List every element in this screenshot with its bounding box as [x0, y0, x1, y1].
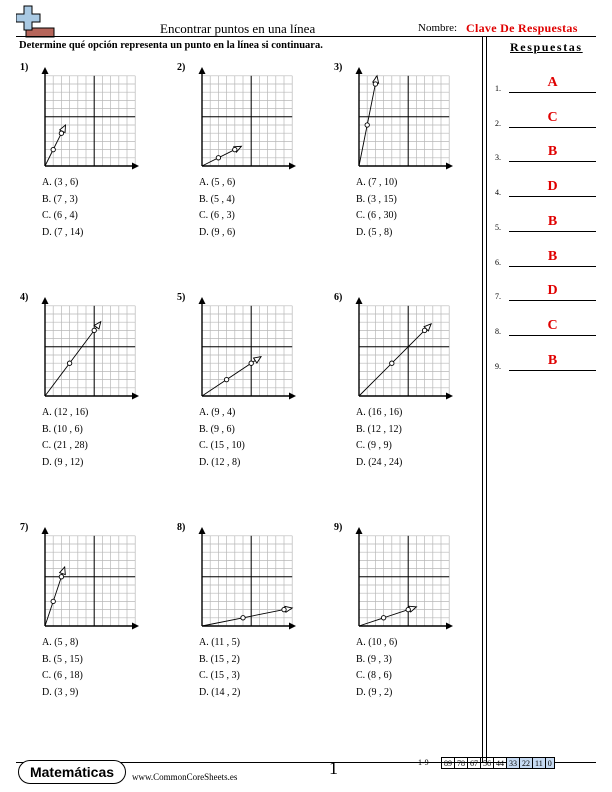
- coordinate-plane: [36, 296, 140, 400]
- coordinate-plane: [193, 526, 297, 630]
- problem-number: 8): [177, 522, 186, 533]
- answer-line: [509, 196, 596, 197]
- option-d: D. (3 , 9): [42, 686, 79, 698]
- plotted-point: [373, 82, 377, 86]
- y-axis-arrow-icon: [42, 527, 49, 534]
- option-d: D. (12 , 8): [199, 456, 241, 468]
- answer-letter: A: [547, 75, 558, 90]
- page-number: 1: [329, 758, 338, 778]
- problem-number: 6): [334, 292, 343, 303]
- problem-7: [20, 522, 170, 732]
- plotted-point: [216, 156, 220, 160]
- grid-lines: [45, 76, 135, 166]
- coordinate-plane: [36, 66, 140, 170]
- option-a: A. (9 , 4): [199, 407, 236, 418]
- options: [356, 175, 397, 241]
- y-axis-arrow-icon: [356, 297, 363, 304]
- coordinate-plane: [193, 296, 297, 400]
- grid-lines: [45, 306, 135, 396]
- coordinate-plane: [350, 526, 454, 630]
- plotted-point: [233, 147, 237, 151]
- grid-lines: [45, 536, 135, 626]
- plotted-line: [359, 324, 431, 396]
- name-value: Clave De Respuestas: [466, 21, 578, 35]
- answer-line: [509, 335, 596, 336]
- options: [356, 405, 402, 471]
- option-a: A. (12 , 16): [42, 407, 89, 418]
- instructions: Determine qué opción representa un punto en la línea si continuara.: [19, 40, 323, 51]
- line-arrow-icon: [254, 357, 261, 363]
- answer-row: [493, 108, 598, 128]
- option-b: B. (9 , 6): [199, 423, 235, 435]
- answer-number: 1.: [495, 84, 501, 93]
- plotted-point: [390, 361, 394, 365]
- coordinate-plane: [36, 526, 140, 630]
- option-c: C. (15 , 10): [199, 440, 245, 451]
- options: [42, 175, 83, 241]
- plotted-point: [59, 131, 63, 135]
- option-a: A. (5 , 8): [42, 637, 79, 648]
- option-b: B. (15 , 2): [199, 653, 240, 665]
- problem-4: [20, 292, 170, 502]
- plotted-point: [67, 361, 71, 365]
- coordinate-plane: [350, 296, 454, 400]
- answer-letter: C: [547, 317, 558, 333]
- answer-number: 4.: [495, 188, 501, 198]
- graph: [350, 296, 454, 405]
- y-axis-arrow-icon: [199, 527, 206, 534]
- option-c: C. (6 , 3): [199, 210, 235, 221]
- answer-line: [509, 161, 596, 162]
- grid-lines: [202, 306, 292, 396]
- option-d: D. (5 , 8): [356, 226, 393, 238]
- coordinate-plane: [193, 66, 297, 170]
- option-d: D. (9 , 12): [42, 456, 84, 468]
- option-a: A. (11 , 5): [199, 637, 241, 648]
- answer-row: [493, 177, 598, 197]
- graph: [36, 66, 140, 175]
- option-b: B. (9 , 3): [356, 653, 392, 665]
- answer-number: 8.: [495, 326, 501, 336]
- score-cell: 78: [455, 758, 468, 769]
- answer-line: [509, 300, 596, 301]
- answer-letter: D: [547, 283, 558, 299]
- grid-lines: [202, 536, 292, 626]
- option-c: C. (6 , 18): [42, 670, 83, 681]
- option-b: B. (3 , 15): [356, 193, 397, 205]
- option-a: A. (10 , 6): [356, 637, 398, 648]
- answer-letter: C: [547, 109, 558, 125]
- problem-number: 1): [20, 62, 29, 73]
- site-url: www.CommonCoreSheets.es: [132, 772, 238, 782]
- problem-number: 3): [334, 62, 343, 73]
- problem-9: [334, 522, 484, 732]
- option-a: A. (3 , 6): [42, 177, 79, 188]
- score-table: [441, 757, 555, 769]
- problem-number: 2): [177, 62, 186, 73]
- option-b: B. (10 , 6): [42, 423, 83, 435]
- answer-number: 2.: [495, 118, 501, 128]
- answer-row: [493, 316, 598, 336]
- answer-column-divider-inner: [486, 36, 487, 762]
- answer-row: [493, 247, 598, 267]
- plotted-point: [92, 328, 96, 332]
- answer-number: 3.: [495, 153, 501, 163]
- graph: [36, 296, 140, 405]
- graph: [36, 526, 140, 635]
- plotted-point: [282, 607, 286, 611]
- score-cell: 22: [520, 758, 533, 769]
- graph: [350, 66, 454, 175]
- y-axis-arrow-icon: [199, 67, 206, 74]
- problem-number: 7): [20, 522, 29, 533]
- answer-line: [509, 231, 596, 232]
- plotted-point: [241, 616, 245, 620]
- option-b: B. (12 , 12): [356, 423, 402, 435]
- option-b: B. (5 , 4): [199, 193, 235, 205]
- line-arrow-icon: [94, 322, 101, 329]
- answer-line: [509, 266, 596, 267]
- answer-line: [509, 92, 596, 93]
- options: [199, 175, 235, 241]
- answer-number: 5.: [495, 222, 501, 232]
- answer-letter: B: [547, 144, 558, 160]
- plotted-point: [381, 616, 385, 620]
- score-cell: 89: [442, 758, 455, 769]
- graph: [350, 526, 454, 635]
- answer-number: 9.: [495, 361, 501, 371]
- grid-lines: [359, 536, 449, 626]
- grid-lines: [202, 76, 292, 166]
- score-cell: 0: [545, 758, 554, 769]
- option-c: C. (21 , 28): [42, 440, 88, 451]
- name-label: Nombre:: [418, 22, 458, 34]
- header-divider: [16, 36, 596, 37]
- graph: [193, 296, 297, 405]
- option-d: D. (9 , 2): [356, 686, 393, 698]
- plotted-point: [365, 123, 369, 127]
- answer-number: 7.: [495, 292, 501, 302]
- y-axis-arrow-icon: [199, 297, 206, 304]
- answer-letter: D: [547, 179, 558, 195]
- score-cell: 67: [468, 758, 481, 769]
- plotted-point: [249, 361, 253, 365]
- option-a: A. (7 , 10): [356, 177, 398, 188]
- score-cell: 11: [533, 758, 546, 769]
- option-d: D. (9 , 6): [199, 226, 236, 238]
- graph: [193, 526, 297, 635]
- option-b: B. (7 , 3): [42, 193, 78, 205]
- answer-letter: B: [547, 213, 558, 229]
- y-axis-arrow-icon: [356, 527, 363, 534]
- y-axis-arrow-icon: [356, 67, 363, 74]
- options: [42, 405, 88, 471]
- option-b: B. (5 , 15): [42, 653, 83, 665]
- problem-2: [177, 62, 327, 272]
- answer-row: [493, 142, 598, 162]
- option-c: C. (6 , 30): [356, 210, 397, 221]
- graph: [193, 66, 297, 175]
- y-axis-arrow-icon: [42, 67, 49, 74]
- option-c: C. (15 , 3): [199, 670, 240, 681]
- plotted-point: [51, 147, 55, 151]
- options: [199, 635, 240, 701]
- option-c: C. (8 , 6): [356, 670, 392, 681]
- answer-number: 6.: [495, 257, 501, 267]
- problem-6: [334, 292, 484, 502]
- option-d: D. (7 , 14): [42, 226, 84, 238]
- problem-8: [177, 522, 327, 732]
- coordinate-plane: [350, 66, 454, 170]
- problem-number: 9): [334, 522, 343, 533]
- subject-badge: Matemáticas: [18, 760, 126, 784]
- problem-3: [334, 62, 484, 272]
- answer-row: [493, 281, 598, 301]
- options: [42, 635, 83, 701]
- problem-number: 4): [20, 292, 29, 303]
- line-arrow-icon: [60, 567, 66, 575]
- answer-letter: B: [547, 352, 558, 368]
- score-cell: 44: [494, 758, 507, 769]
- options: [356, 635, 397, 701]
- score-range: 1-9: [418, 758, 429, 767]
- options: [199, 405, 245, 471]
- problem-5: [177, 292, 327, 502]
- plotted-point: [406, 607, 410, 611]
- option-c: C. (9 , 9): [356, 440, 392, 451]
- score-cell: 56: [481, 758, 494, 769]
- option-d: D. (14 , 2): [199, 686, 241, 698]
- option-a: A. (5 , 6): [199, 177, 236, 188]
- score-cell: 33: [507, 758, 520, 769]
- grid-lines: [359, 76, 449, 166]
- y-axis-arrow-icon: [42, 297, 49, 304]
- answer-line: [509, 127, 596, 128]
- plotted-point: [59, 575, 63, 579]
- problem-1: [20, 62, 170, 272]
- answer-row: [493, 212, 598, 232]
- answer-key-title: Respuestas: [510, 40, 583, 54]
- logo-plus-icon: [16, 4, 56, 38]
- plotted-line: [202, 608, 292, 626]
- option-d: D. (24 , 24): [356, 456, 403, 468]
- plotted-line: [359, 76, 377, 166]
- problem-number: 5): [177, 292, 186, 303]
- option-c: C. (6 , 4): [42, 210, 78, 221]
- answer-line: [509, 370, 596, 371]
- answer-letter: B: [547, 248, 558, 264]
- plotted-point: [422, 328, 426, 332]
- answer-row: [493, 73, 598, 93]
- answer-row: [493, 351, 598, 371]
- option-a: A. (16 , 16): [356, 407, 403, 418]
- worksheet-title: Encontrar puntos en una línea: [160, 21, 316, 36]
- plotted-point: [51, 599, 55, 603]
- plotted-point: [224, 377, 228, 381]
